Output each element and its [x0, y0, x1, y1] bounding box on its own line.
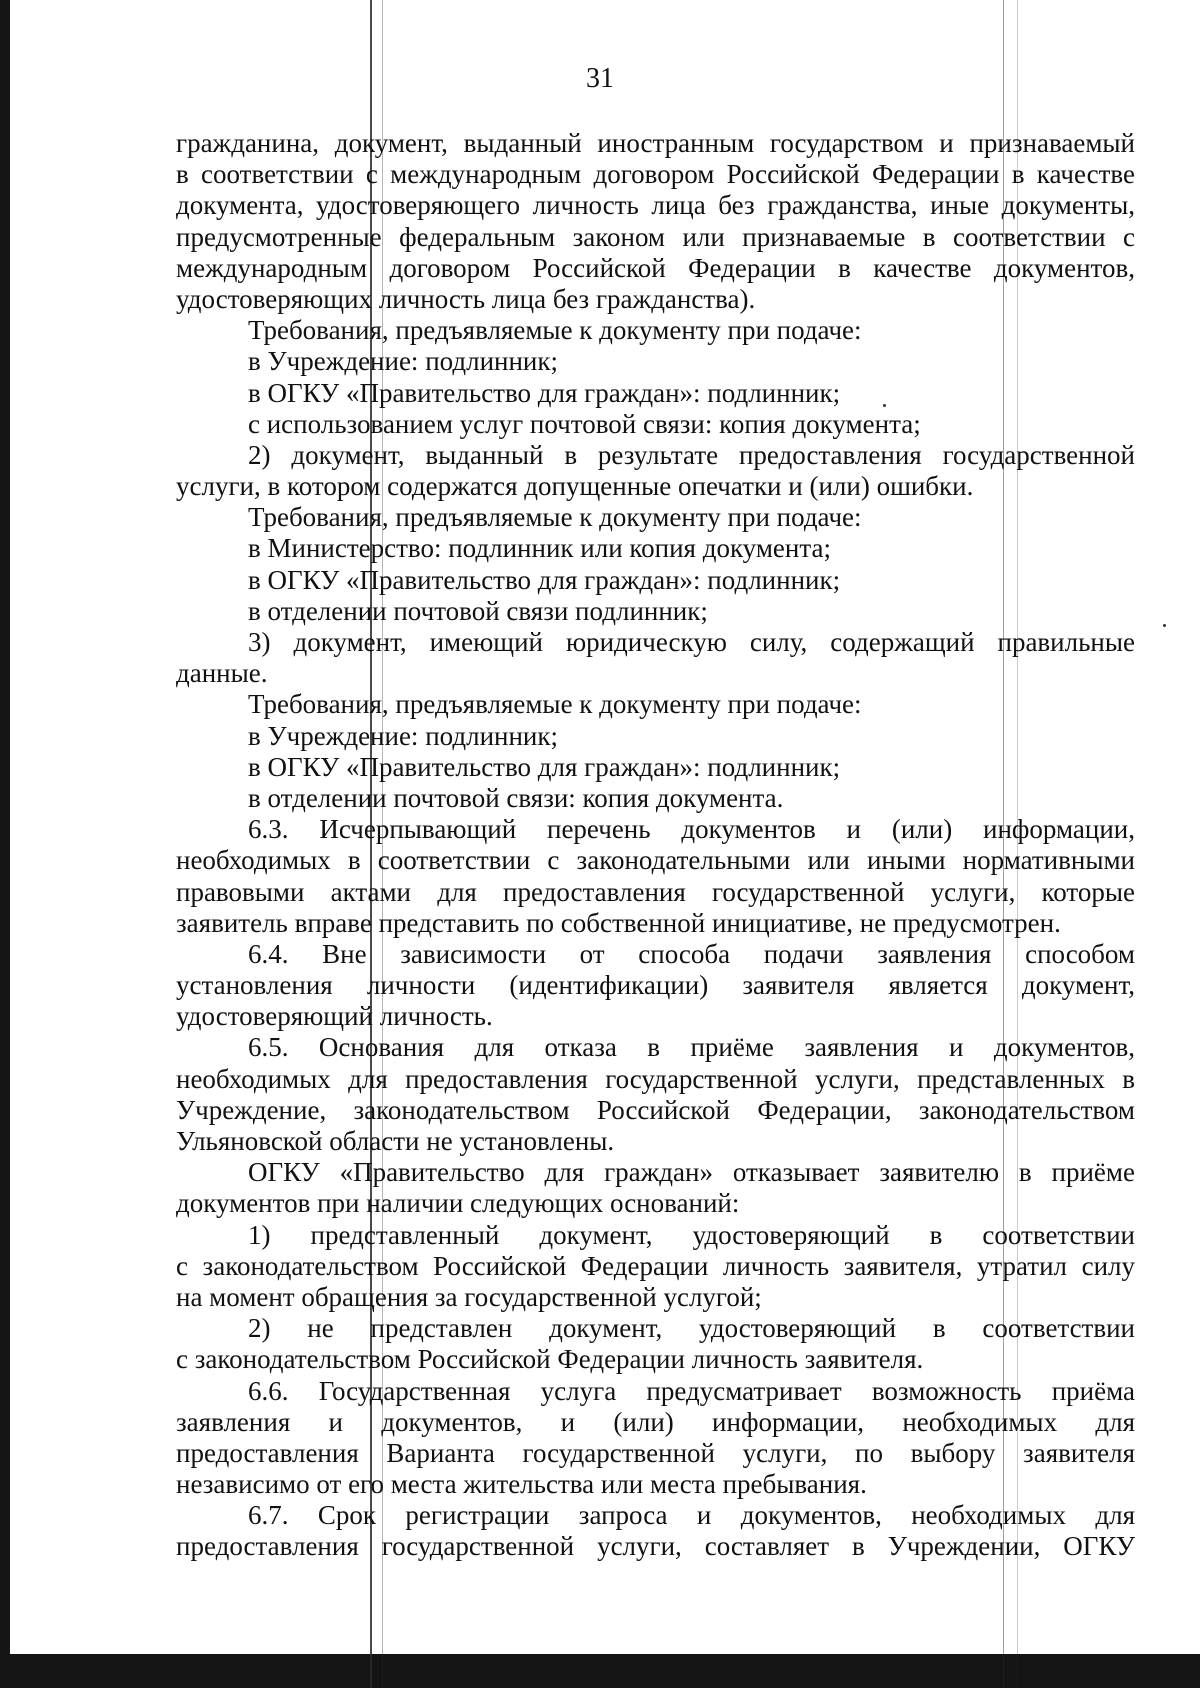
text-line: международным договором Российской Федерации в качестве документов,	[176, 252, 1135, 283]
page-number: 31	[586, 63, 614, 94]
text-line: Требования, предъявляемые к документу при подаче:	[248, 502, 862, 533]
text-line: удостоверяющих личность лица без гражданства).	[176, 283, 756, 314]
bottom-scan-edge	[0, 1654, 1200, 1688]
text-line: необходимых в соответствии с законодательными или иными нормативными	[176, 845, 1135, 876]
text-line: с законодательством Российской Федерации личность заявителя, утратил силу	[176, 1250, 1135, 1281]
text-line: 1) представленный документ, удостоверяющий в соответствии	[248, 1219, 1135, 1250]
text-line: в Учреждение: подлинник;	[248, 720, 558, 751]
left-scan-edge	[0, 0, 10, 1688]
text-line: в ОГКУ «Правительство для граждан»: подлинник;	[248, 751, 841, 782]
text-line: 6.6. Государственная услуга предусматривает возможность приёма	[248, 1375, 1135, 1406]
text-line: в Учреждение: подлинник;	[248, 346, 558, 377]
text-line: предоставления государственной услуги, составляет в Учреждении, ОГКУ	[176, 1531, 1135, 1562]
text-line: 3) документ, имеющий юридическую силу, содержащий правильные	[248, 627, 1135, 657]
text-line: Учреждение, законодательством Российской Федерации, законодательством	[176, 1094, 1135, 1125]
text-line: с законодательством Российской Федерации личность заявителя.	[176, 1344, 924, 1375]
text-line: необходимых для предоставления государственной услуги, представленных в	[176, 1063, 1135, 1094]
text-line: правовыми актами для предоставления государственной услуги, которые	[176, 876, 1135, 907]
text-line: 6.5. Основания для отказа в приёме заявления и документов,	[248, 1032, 1135, 1063]
text-line: с использованием услуг почтовой связи: копия документа;	[248, 408, 921, 439]
text-line: в ОГКУ «Правительство для граждан»: подлинник;	[248, 564, 841, 595]
text-line: Ульяновской области не установлены.	[176, 1126, 615, 1156]
text-line: в ОГКУ «Правительство для граждан»: подлинник;	[248, 377, 841, 408]
scan-dot	[1163, 624, 1166, 627]
text-line: в отделении почтовой связи: копия документа.	[248, 782, 784, 813]
text-line: установления личности (идентификации) заявителя является документ,	[176, 970, 1135, 1001]
document-body	[176, 128, 1135, 1563]
text-line: ОГКУ «Правительство для граждан» отказывает заявителю в приёме	[248, 1157, 1135, 1188]
text-line: заявления и документов, и (или) информации, необходимых для	[176, 1406, 1135, 1437]
text-line: в Министерство: подлинник или копия документа;	[248, 533, 831, 564]
text-line: заявитель вправе представить по собственной инициативе, не предусмотрен.	[176, 907, 1061, 938]
text-line: 2) документ, выданный в результате предоставления государственной	[248, 439, 1135, 470]
text-line: в отделении почтовой связи подлинник;	[248, 595, 708, 626]
text-line: независимо от его места жительства или места пребывания.	[176, 1469, 867, 1500]
text-line: гражданина, документ, выданный иностранным государством и признаваемый	[176, 128, 1135, 158]
text-line: на момент обращения за государственной услугой;	[176, 1281, 762, 1312]
text-line: данные.	[176, 658, 268, 689]
text-line: Требования, предъявляемые к документу при подаче:	[248, 315, 862, 346]
text-line: 2) не представлен документ, удостоверяющий в соответствии	[248, 1313, 1135, 1344]
text-line: 6.3. Исчерпывающий перечень документов и (или) информации,	[248, 814, 1135, 845]
text-line: удостоверяющий личность.	[176, 1001, 493, 1032]
text-line: предусмотренные федеральным законом или признаваемые в соответствии с	[176, 221, 1135, 252]
text-line: 6.4. Вне зависимости от способа подачи заявления способом	[248, 938, 1135, 969]
text-line: документа, удостоверяющего личность лица без гражданства, иные документы,	[176, 190, 1135, 221]
text-line: предоставления Варианта государственной услуги, по выбору заявителя	[176, 1437, 1135, 1468]
text-line: Требования, предъявляемые к документу при подаче:	[248, 689, 862, 720]
text-line: 6.7. Срок регистрации запроса и документов, необходимых для	[248, 1500, 1135, 1531]
text-line: в соответствии с международным договором Российской Федерации в качестве	[176, 159, 1135, 190]
text-line: документов при наличии следующих оснований:	[176, 1188, 740, 1219]
text-line: услуги, в котором содержатся допущенные опечатки и (или) ошибки.	[176, 471, 974, 502]
